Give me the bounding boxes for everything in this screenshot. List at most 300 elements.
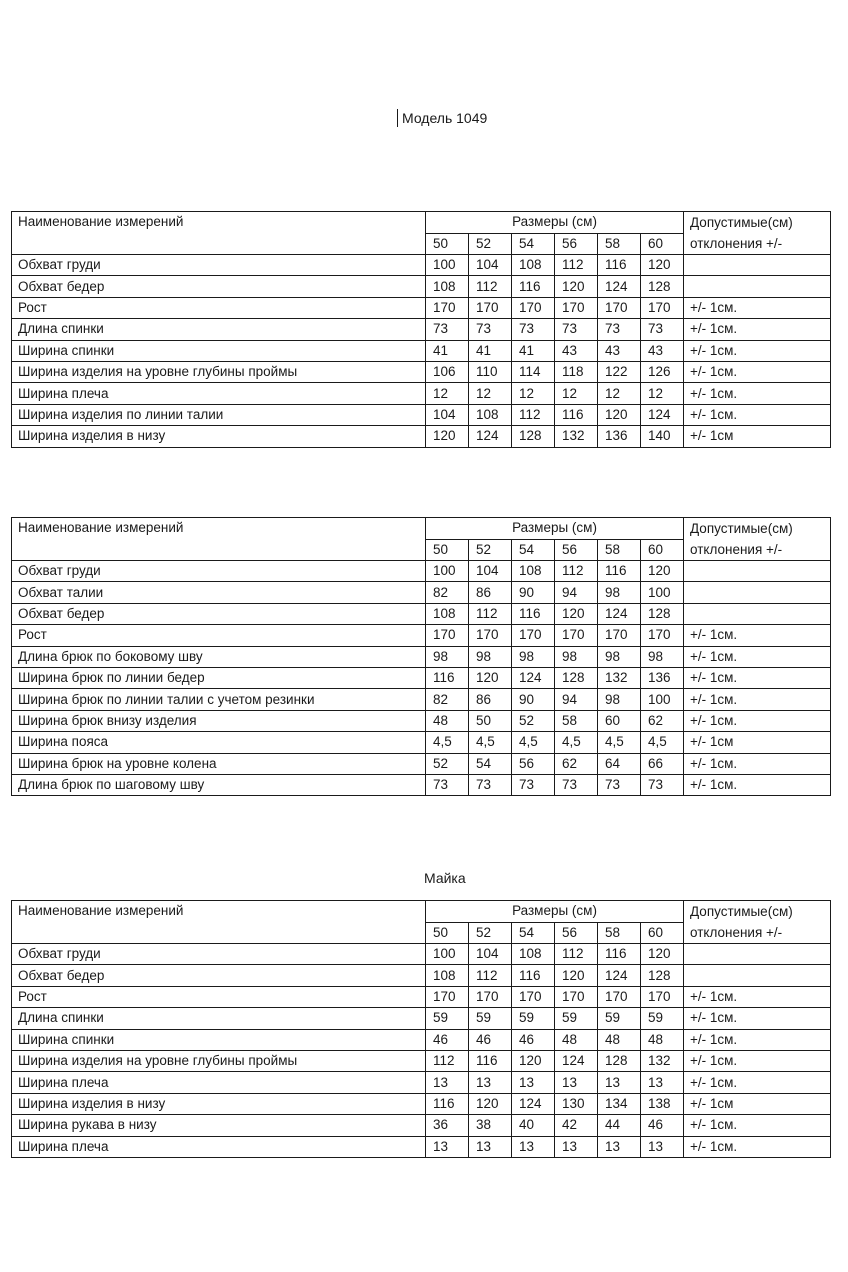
measurement-name: Ширина изделия в низу: [12, 426, 426, 447]
size-value: 36: [426, 1115, 469, 1136]
table-row: [12, 582, 831, 603]
header-name: Наименование измерений: [12, 518, 426, 561]
table-row: [12, 276, 831, 297]
size-value: 130: [555, 1093, 598, 1114]
size-value: 112: [555, 561, 598, 582]
size-value: 4,5: [512, 732, 555, 753]
size-header: 58: [598, 233, 641, 255]
size-value: 48: [641, 1029, 684, 1050]
size-value: 13: [512, 1072, 555, 1093]
size-value: 13: [469, 1136, 512, 1157]
size-value: 73: [469, 319, 512, 340]
size-value: 118: [555, 361, 598, 382]
size-value: 86: [469, 582, 512, 603]
tolerance: +/- 1см.: [684, 361, 831, 382]
size-value: 112: [469, 965, 512, 986]
size-value: 124: [512, 1093, 555, 1114]
table-body: [12, 944, 831, 1158]
size-value: 108: [426, 276, 469, 297]
size-value: 120: [641, 944, 684, 965]
table-row: [12, 1029, 831, 1050]
size-value: 86: [469, 689, 512, 710]
size-value: 136: [641, 667, 684, 688]
size-value: 40: [512, 1115, 555, 1136]
size-value: 13: [426, 1072, 469, 1093]
table-row: [12, 383, 831, 404]
size-value: 122: [598, 361, 641, 382]
size-value: 120: [512, 1050, 555, 1071]
size-value: 59: [598, 1008, 641, 1029]
size-value: 13: [641, 1136, 684, 1157]
size-value: 104: [469, 944, 512, 965]
size-value: 100: [641, 689, 684, 710]
size-value: 13: [426, 1136, 469, 1157]
mayka-title: Майка: [424, 870, 466, 886]
size-value: 100: [426, 944, 469, 965]
size-value: 73: [426, 319, 469, 340]
measurement-name: Рост: [12, 986, 426, 1007]
size-value: 170: [512, 297, 555, 318]
table-row: [12, 753, 831, 774]
size-value: 120: [555, 603, 598, 624]
size-value: 108: [426, 965, 469, 986]
size-value: 58: [555, 710, 598, 731]
size-value: 128: [598, 1050, 641, 1071]
tolerance: +/- 1см.: [684, 1029, 831, 1050]
size-value: 12: [641, 383, 684, 404]
size-value: 13: [555, 1072, 598, 1093]
measurement-name: Обхват талии: [12, 582, 426, 603]
size-value: 110: [469, 361, 512, 382]
size-value: 112: [512, 404, 555, 425]
header-deviation: [684, 518, 831, 561]
size-value: 120: [469, 667, 512, 688]
header-deviation-line1: Допустимые(см): [690, 521, 793, 536]
size-value: 59: [641, 1008, 684, 1029]
size-value: 90: [512, 582, 555, 603]
size-value: 98: [598, 689, 641, 710]
size-header: 50: [426, 922, 469, 944]
size-value: 108: [469, 404, 512, 425]
size-value: 126: [641, 361, 684, 382]
size-value: 132: [555, 426, 598, 447]
size-value: 59: [555, 1008, 598, 1029]
tolerance: +/- 1см.: [684, 297, 831, 318]
header-name: Наименование измерений: [12, 212, 426, 255]
size-value: 104: [469, 255, 512, 276]
size-value: 54: [469, 753, 512, 774]
size-header: 60: [641, 233, 684, 255]
table-row: [12, 340, 831, 361]
size-value: 104: [426, 404, 469, 425]
tolerance: +/- 1см.: [684, 710, 831, 731]
size-value: 46: [426, 1029, 469, 1050]
size-value: 73: [641, 319, 684, 340]
tolerance: +/- 1см.: [684, 774, 831, 795]
table-row: [12, 1072, 831, 1093]
tolerance: +/- 1см.: [684, 340, 831, 361]
tolerance: +/- 1см.: [684, 1008, 831, 1029]
size-value: 94: [555, 582, 598, 603]
header-deviation: [684, 212, 831, 255]
size-value: 12: [555, 383, 598, 404]
size-header: 60: [641, 922, 684, 944]
size-value: 120: [426, 426, 469, 447]
size-value: 116: [598, 255, 641, 276]
header-sizes: Размеры (см): [426, 212, 684, 234]
table-row: [12, 319, 831, 340]
size-value: 46: [641, 1115, 684, 1136]
size-value: 124: [598, 276, 641, 297]
size-value: 124: [555, 1050, 598, 1071]
size-value: 90: [512, 689, 555, 710]
size-value: 73: [641, 774, 684, 795]
table-row: [12, 255, 831, 276]
size-header: 50: [426, 233, 469, 255]
table-row: [12, 646, 831, 667]
size-value: 128: [512, 426, 555, 447]
size-value: 170: [598, 986, 641, 1007]
size-value: 116: [555, 404, 598, 425]
measurement-name: Длина брюк по боковому шву: [12, 646, 426, 667]
table-row: [12, 1093, 831, 1114]
table-row: [12, 1050, 831, 1071]
tolerance: +/- 1см.: [684, 986, 831, 1007]
size-value: 140: [641, 426, 684, 447]
size-value: 59: [426, 1008, 469, 1029]
measurement-name: Ширина изделия на уровне глубины проймы: [12, 1050, 426, 1071]
tolerance: +/- 1см.: [684, 689, 831, 710]
size-value: 13: [641, 1072, 684, 1093]
size-value: 128: [641, 603, 684, 624]
size-header: 54: [512, 539, 555, 561]
table-row: [12, 965, 831, 986]
size-value: 94: [555, 689, 598, 710]
header-deviation: [684, 901, 831, 944]
measurement-name: Ширина плеча: [12, 1072, 426, 1093]
table-row: [12, 710, 831, 731]
size-value: 170: [426, 297, 469, 318]
size-value: 170: [598, 297, 641, 318]
size-value: 82: [426, 582, 469, 603]
size-value: 124: [512, 667, 555, 688]
size-value: 170: [555, 625, 598, 646]
size-value: 98: [598, 646, 641, 667]
size-value: 52: [512, 710, 555, 731]
tolerance: +/- 1см: [684, 426, 831, 447]
size-value: 170: [512, 986, 555, 1007]
size-value: 62: [555, 753, 598, 774]
size-value: 108: [512, 944, 555, 965]
size-value: 170: [641, 625, 684, 646]
table-row: [12, 1008, 831, 1029]
table-row: [12, 944, 831, 965]
size-value: 60: [598, 710, 641, 731]
tolerance: +/- 1см: [684, 1093, 831, 1114]
measurement-name: Длина спинки: [12, 1008, 426, 1029]
measurement-name: Длина брюк по шаговому шву: [12, 774, 426, 795]
measurement-name: Ширина изделия по линии талии: [12, 404, 426, 425]
size-value: 116: [426, 1093, 469, 1114]
size-value: 116: [426, 667, 469, 688]
size-value: 108: [426, 603, 469, 624]
table-row: [12, 986, 831, 1007]
size-value: 98: [641, 646, 684, 667]
measurement-name: Рост: [12, 625, 426, 646]
table-row: [12, 404, 831, 425]
table-row: [12, 625, 831, 646]
measurement-name: Ширина брюк внизу изделия: [12, 710, 426, 731]
size-value: 136: [598, 426, 641, 447]
size-value: 46: [512, 1029, 555, 1050]
size-value: 112: [555, 255, 598, 276]
size-header: 52: [469, 233, 512, 255]
size-value: 170: [555, 297, 598, 318]
tolerance: [684, 965, 831, 986]
table-row: [12, 689, 831, 710]
table-body: [12, 255, 831, 448]
size-value: 13: [469, 1072, 512, 1093]
size-value: 114: [512, 361, 555, 382]
measurement-name: Ширина брюк на уровне колена: [12, 753, 426, 774]
measurement-name: Обхват груди: [12, 944, 426, 965]
size-header: 56: [555, 922, 598, 944]
size-value: 120: [598, 404, 641, 425]
size-value: 59: [512, 1008, 555, 1029]
table-row: [12, 561, 831, 582]
size-value: 100: [641, 582, 684, 603]
tolerance: [684, 255, 831, 276]
tolerance: [684, 561, 831, 582]
measurement-name: Ширина плеча: [12, 383, 426, 404]
table-row: [12, 667, 831, 688]
tolerance: +/- 1см.: [684, 667, 831, 688]
size-value: 120: [555, 276, 598, 297]
size-value: 108: [512, 255, 555, 276]
size-value: 116: [512, 603, 555, 624]
size-value: 4,5: [426, 732, 469, 753]
size-value: 112: [469, 603, 512, 624]
tolerance: [684, 944, 831, 965]
measurement-name: Ширина изделия на уровне глубины проймы: [12, 361, 426, 382]
tolerance: +/- 1см.: [684, 319, 831, 340]
size-value: 48: [555, 1029, 598, 1050]
table-row: [12, 361, 831, 382]
size-value: 170: [555, 986, 598, 1007]
measurement-name: Ширина рукава в низу: [12, 1115, 426, 1136]
measurement-name: Рост: [12, 297, 426, 318]
measurement-name: Ширина пояса: [12, 732, 426, 753]
size-header: 54: [512, 233, 555, 255]
size-value: 120: [469, 1093, 512, 1114]
size-value: 112: [426, 1050, 469, 1071]
size-value: 170: [598, 625, 641, 646]
size-value: 13: [598, 1136, 641, 1157]
header-deviation-line1: Допустимые(см): [690, 215, 793, 230]
size-value: 170: [469, 986, 512, 1007]
size-value: 64: [598, 753, 641, 774]
size-value: 116: [469, 1050, 512, 1071]
size-value: 4,5: [555, 732, 598, 753]
size-value: 13: [555, 1136, 598, 1157]
size-value: 48: [426, 710, 469, 731]
size-value: 120: [555, 965, 598, 986]
size-value: 100: [426, 255, 469, 276]
measurement-name: Обхват бедер: [12, 603, 426, 624]
size-value: 13: [512, 1136, 555, 1157]
size-value: 73: [598, 319, 641, 340]
size-value: 43: [641, 340, 684, 361]
size-value: 106: [426, 361, 469, 382]
size-value: 116: [512, 276, 555, 297]
tolerance: +/- 1см: [684, 732, 831, 753]
size-value: 50: [469, 710, 512, 731]
size-table-dress: [11, 211, 831, 448]
table-row: [12, 1115, 831, 1136]
size-header: 56: [555, 539, 598, 561]
size-value: 116: [598, 944, 641, 965]
size-value: 124: [469, 426, 512, 447]
tolerance: +/- 1см.: [684, 1115, 831, 1136]
size-value: 170: [641, 297, 684, 318]
size-value: 132: [598, 667, 641, 688]
size-value: 116: [598, 561, 641, 582]
measurement-name: Обхват груди: [12, 255, 426, 276]
size-value: 44: [598, 1115, 641, 1136]
header-deviation-line2: отклонения +/-: [690, 236, 783, 251]
tolerance: +/- 1см.: [684, 625, 831, 646]
size-value: 12: [469, 383, 512, 404]
size-table-tank-top: [11, 900, 831, 1158]
size-header: 52: [469, 539, 512, 561]
size-value: 112: [555, 944, 598, 965]
size-value: 128: [641, 965, 684, 986]
size-value: 82: [426, 689, 469, 710]
table-row: [12, 426, 831, 447]
size-value: 62: [641, 710, 684, 731]
size-table-trousers: [11, 517, 831, 796]
size-header: 52: [469, 922, 512, 944]
measurement-name: Ширина спинки: [12, 340, 426, 361]
size-value: 73: [469, 774, 512, 795]
size-value: 73: [512, 774, 555, 795]
size-value: 170: [641, 986, 684, 1007]
size-value: 13: [598, 1072, 641, 1093]
size-value: 41: [512, 340, 555, 361]
measurement-name: Ширина брюк по линии бедер: [12, 667, 426, 688]
size-value: 4,5: [469, 732, 512, 753]
table-row: [12, 732, 831, 753]
size-value: 41: [426, 340, 469, 361]
tolerance: [684, 603, 831, 624]
measurement-name: Обхват бедер: [12, 276, 426, 297]
tolerance: +/- 1см.: [684, 1136, 831, 1157]
header-deviation-line1: Допустимые(см): [690, 904, 793, 919]
size-value: 128: [641, 276, 684, 297]
size-value: 116: [512, 965, 555, 986]
tolerance: +/- 1см.: [684, 646, 831, 667]
tolerance: +/- 1см.: [684, 753, 831, 774]
header-sizes: Размеры (см): [426, 901, 684, 923]
tolerance: [684, 582, 831, 603]
size-value: 73: [555, 774, 598, 795]
size-value: 124: [641, 404, 684, 425]
size-value: 170: [512, 625, 555, 646]
size-value: 98: [512, 646, 555, 667]
size-value: 43: [555, 340, 598, 361]
size-value: 12: [426, 383, 469, 404]
size-value: 98: [555, 646, 598, 667]
table-body: [12, 561, 831, 796]
size-value: 66: [641, 753, 684, 774]
size-value: 134: [598, 1093, 641, 1114]
size-value: 98: [469, 646, 512, 667]
table-row: [12, 1136, 831, 1157]
size-value: 73: [426, 774, 469, 795]
size-value: 4,5: [598, 732, 641, 753]
tolerance: [684, 276, 831, 297]
size-header: 60: [641, 539, 684, 561]
size-value: 59: [469, 1008, 512, 1029]
size-value: 120: [641, 561, 684, 582]
size-value: 48: [598, 1029, 641, 1050]
size-value: 170: [426, 986, 469, 1007]
size-value: 46: [469, 1029, 512, 1050]
measurement-name: Ширина плеча: [12, 1136, 426, 1157]
size-value: 38: [469, 1115, 512, 1136]
measurement-name: Ширина спинки: [12, 1029, 426, 1050]
header-deviation-line2: отклонения +/-: [690, 925, 783, 940]
size-value: 4,5: [641, 732, 684, 753]
size-value: 41: [469, 340, 512, 361]
size-value: 12: [512, 383, 555, 404]
tolerance: +/- 1см.: [684, 404, 831, 425]
size-value: 108: [512, 561, 555, 582]
measurement-name: Обхват бедер: [12, 965, 426, 986]
model-title: Модель 1049: [397, 109, 487, 127]
size-value: 120: [641, 255, 684, 276]
header-sizes: Размеры (см): [426, 518, 684, 540]
size-value: 42: [555, 1115, 598, 1136]
size-value: 128: [555, 667, 598, 688]
table-row: [12, 774, 831, 795]
size-value: 170: [469, 297, 512, 318]
size-value: 98: [598, 582, 641, 603]
table-row: [12, 297, 831, 318]
size-value: 43: [598, 340, 641, 361]
size-header: 58: [598, 539, 641, 561]
size-value: 52: [426, 753, 469, 774]
measurement-name: Ширина брюк по линии талии с учетом резинки: [12, 689, 426, 710]
size-value: 100: [426, 561, 469, 582]
size-header: 50: [426, 539, 469, 561]
header-deviation-line2: отклонения +/-: [690, 542, 783, 557]
size-value: 132: [641, 1050, 684, 1071]
size-value: 73: [598, 774, 641, 795]
size-value: 124: [598, 965, 641, 986]
size-value: 170: [469, 625, 512, 646]
size-value: 112: [469, 276, 512, 297]
tolerance: +/- 1см.: [684, 383, 831, 404]
size-value: 56: [512, 753, 555, 774]
size-value: 138: [641, 1093, 684, 1114]
tolerance: +/- 1см.: [684, 1072, 831, 1093]
size-value: 73: [512, 319, 555, 340]
measurement-name: Ширина изделия в низу: [12, 1093, 426, 1114]
header-name: Наименование измерений: [12, 901, 426, 944]
size-value: 98: [426, 646, 469, 667]
size-header: 56: [555, 233, 598, 255]
